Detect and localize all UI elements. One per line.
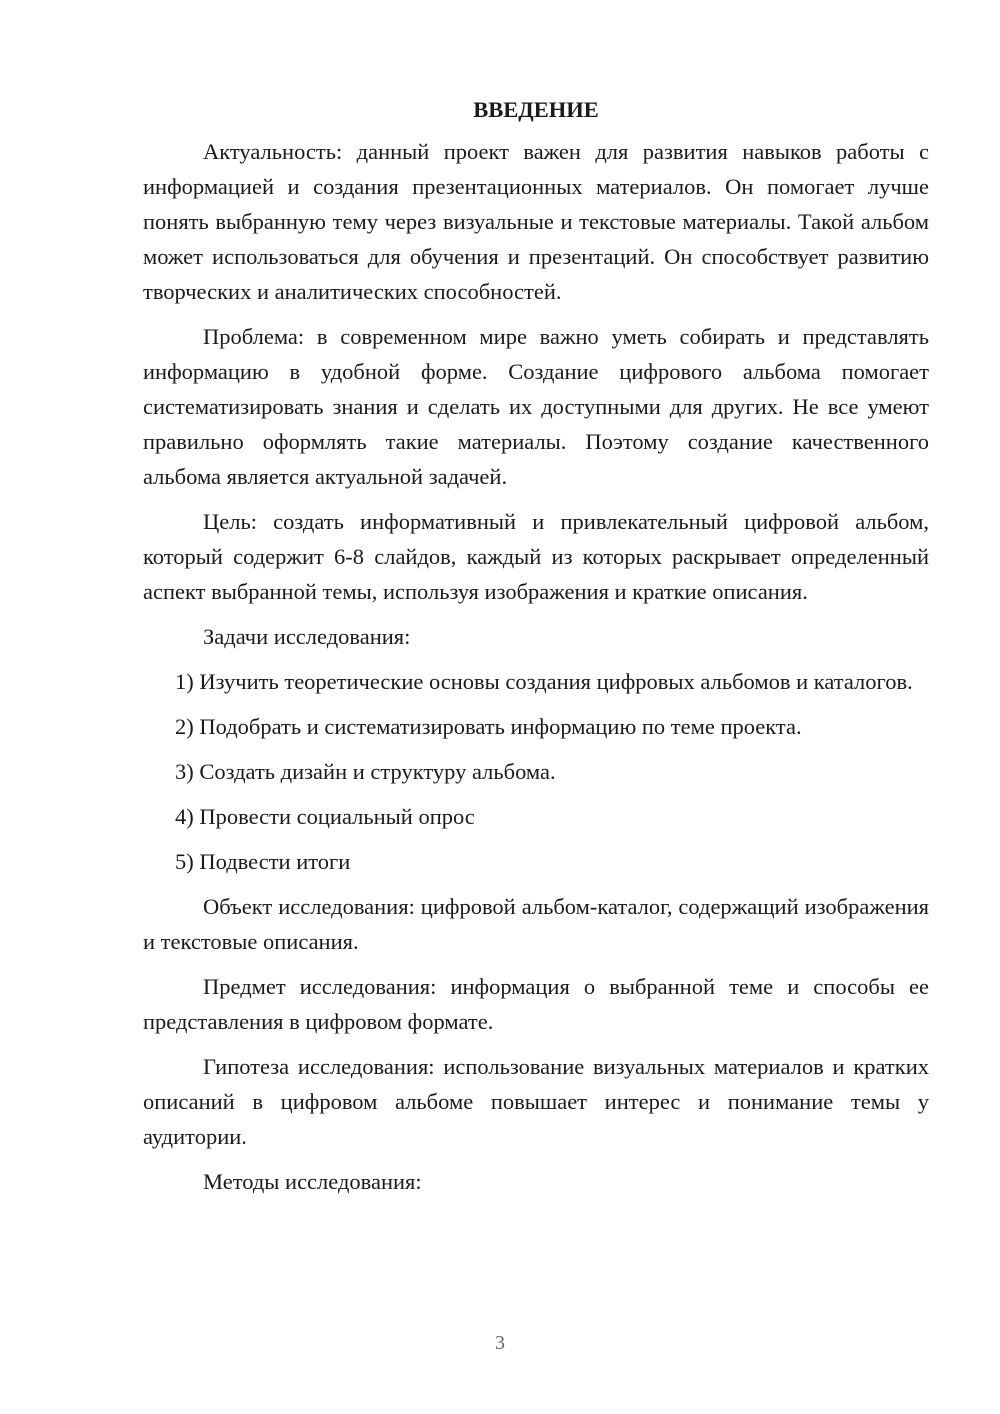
goal-paragraph: Цель: создать информативный и привлекательный цифровой альбом, который содержит 6-8 слайдов, каждый из которых раскрывает определенный аспект выбранной темы, используя изображения и краткие описания. <box>143 509 929 604</box>
tasks-heading: Задачи исследования: <box>203 624 411 649</box>
list-item: 4) Провести социальный опрос <box>175 804 475 829</box>
problem-paragraph: Проблема: в современном мире важно уметь собирать и представлять информацию в удобной форме. Создание цифрового альбома помогает систематизировать знания и сделать их доступными для других. Не все умеют правильно оформлять такие материалы. Поэтому создание качественного альбома является актуальной задачей. <box>143 324 929 489</box>
list-item: 2) Подобрать и систематизировать информацию по теме проекта. <box>175 714 802 739</box>
page-number: 3 <box>495 1332 505 1354</box>
list-item: 3) Создать дизайн и структуру альбома. <box>175 759 556 784</box>
tasks-list <box>143 664 929 879</box>
relevance-paragraph: Актуальность: данный проект важен для развития навыков работы с информацией и создания презентационных материалов. Он помогает лучше понять выбранную тему через визуальные и текстовые материалы. Такой альбом может использоваться для обучения и презентаций. Он способствует развитию творческих и аналитических способностей. <box>143 139 929 304</box>
methods-heading: Методы исследования: <box>203 1169 422 1194</box>
hypothesis-paragraph: Гипотеза исследования: использование визуальных материалов и кратких описаний в цифровом альбоме повышает интерес и понимание темы у аудитории. <box>143 1054 929 1149</box>
object-paragraph: Объект исследования: цифровой альбом-каталог, содержащий изображения и текстовые описания. <box>143 894 929 954</box>
section-title: ВВЕДЕНИЕ <box>473 97 599 122</box>
document-page <box>143 92 929 1209</box>
list-item: 1) Изучить теоретические основы создания цифровых альбомов и каталогов. <box>175 669 913 694</box>
list-item: 5) Подвести итоги <box>175 849 351 874</box>
subject-paragraph: Предмет исследования: информация о выбранной теме и способы ее представления в цифровом формате. <box>143 974 929 1034</box>
